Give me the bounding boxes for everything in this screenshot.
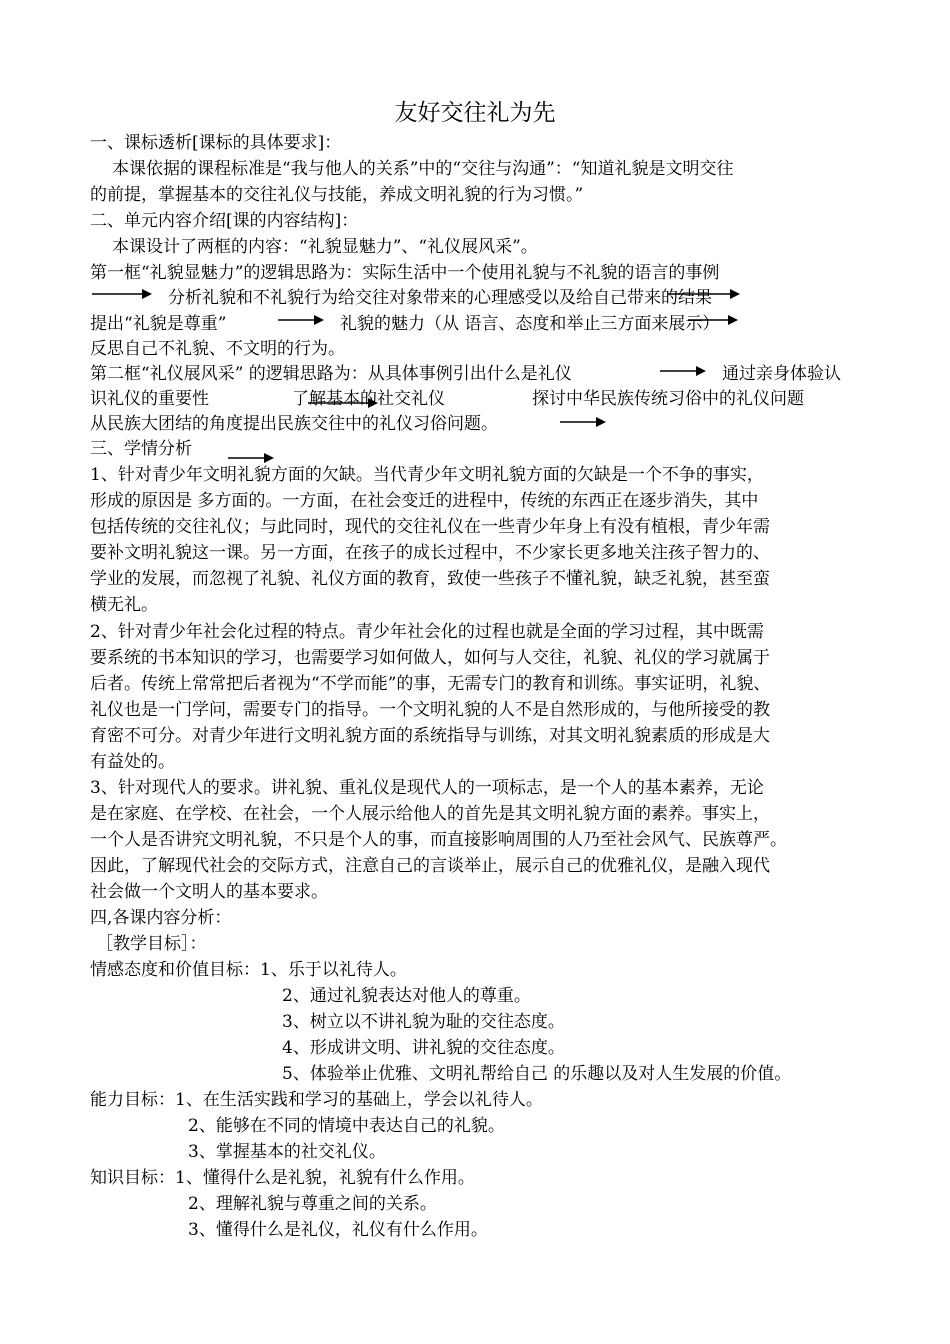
goal-line: 2、能够在不同的情境中表达自己的礼貌。 [188, 1116, 505, 1136]
paragraph-line: 本课依据的课程标准是“我与他人的关系”中的“交往与沟通”：“知道礼貌是文明交往 [112, 159, 734, 179]
paragraph-line: 要补文明礼貌这一课。另一方面，在孩子的成长过程中，不少家长更多地关注孩子智力的、 [90, 543, 770, 563]
paragraph-line: 是在家庭、在学校、在社会，一个人展示给他人的首先是其文明礼貌方面的素养。事实上， [90, 804, 770, 824]
paragraph-line: 学业的发展，而忽视了礼貌、礼仪方面的教育，致使一些孩子不懂礼貌，缺乏礼貌，甚至蛮 [90, 569, 770, 589]
paragraph-line: 后者。传统上常常把后者视为“不学而能”的事，无需专门的教育和训练。事实证明，礼貌、 [90, 674, 771, 694]
paragraph-line: 第二框“礼仪展风采” 的逻辑思路为：从具体事例引出什么是礼仪 [90, 364, 572, 384]
document-title: 友好交往礼为先 [394, 100, 556, 126]
goal-line: 3、树立以不讲礼貌为耻的交往态度。 [282, 1012, 565, 1032]
goal-line: 4、形成讲文明、讲礼貌的交往态度。 [282, 1038, 565, 1058]
paragraph-line: 横无礼。 [90, 595, 158, 615]
paragraph-line: 1、针对青少年文明礼貌方面的欠缺。当代青少年文明礼貌方面的欠缺是一个不争的事实， [90, 465, 764, 485]
paragraph-line: 识礼仪的重要性 [90, 389, 209, 409]
section-heading-curriculum: 一、课标透析[课标的具体要求]： [90, 133, 342, 153]
flow-arrow-icon [278, 314, 324, 326]
flow-arrow-icon [688, 314, 738, 326]
paragraph-line: 形成的原因是 多方面的。一方面，在社会变迁的进程中，传统的东西正在逐步消失，其中 [90, 491, 759, 511]
paragraph-line: 3、针对现代人的要求。讲礼貌、重礼仪是现代人的一项标志，是一个人的基本素养，无论 [90, 778, 764, 798]
paragraph-line: 分析礼貌和不礼貌行为给交往对象带来的心理感受以及给自己带来的结果 [168, 288, 712, 308]
goal-line: 2、理解礼貌与尊重之间的关系。 [188, 1194, 437, 1214]
paragraph-line: 礼貌的魅力（从 语言、态度和举止三方面来展示） [340, 314, 720, 334]
flow-arrow-icon [560, 416, 606, 428]
section-heading-unit-content: 二、单元内容介绍[课的内容结构]： [90, 211, 359, 231]
paragraph-line: 一个人是否讲究文明礼貌，不只是个人的事，而直接影响周围的人乃至社会风气、民族尊严。 [90, 830, 787, 850]
flow-arrow-icon [660, 365, 706, 377]
paragraph-line: 第一框“礼貌显魅力”的逻辑思路为：实际生活中一个使用礼貌与不礼貌的语言的事例 [90, 263, 720, 283]
paragraph-line: 包括传统的交往礼仪；与此同时，现代的交往礼仪在一些青少年身上有没有植根，青少年需 [90, 517, 770, 537]
paragraph-line: 有益处的。 [90, 752, 175, 772]
paragraph-line: 礼仪也是一门学问，需要专门的指导。一个文明礼貌的人不是自然形成的，与他所接受的教 [90, 700, 770, 720]
flow-arrow-icon [668, 288, 740, 300]
paragraph-line: 通过亲身体验认 [722, 364, 841, 384]
goal-line: 3、掌握基本的社交礼仪。 [188, 1142, 386, 1162]
goal-line: 2、通过礼貌表达对他人的尊重。 [282, 986, 531, 1006]
paragraph-line: 要系统的书本知识的学习，也需要学习如何做人，如何与人交往，礼貌、礼仪的学习就属于 [90, 648, 770, 668]
goal-line: 情感态度和价值目标：1、乐于以礼待人。 [90, 960, 407, 980]
paragraph-line: 育密不可分。对青少年进行文明礼貌方面的系统指导与训练，对其文明礼貌素质的形成是大 [90, 726, 770, 746]
goal-line: 知识目标：1、懂得什么是礼貌，礼貌有什么作用。 [90, 1168, 475, 1188]
flow-arrow-icon [92, 288, 152, 300]
paragraph-line: 提出“礼貌是尊重” [90, 314, 227, 334]
goal-line: 3、懂得什么是礼仪，礼仪有什么作用。 [188, 1220, 488, 1240]
paragraph-line: 了解基本的社交礼仪 [292, 389, 445, 409]
goal-line: 能力目标：1、在生活实践和学习的基础上，学会以礼待人。 [90, 1090, 543, 1110]
subsection-heading-teaching-goals: ［教学目标］： [96, 934, 207, 954]
goal-line: 5、体验举止优雅、文明礼帮给自己 的乐趣以及对人生发展的价值。 [282, 1064, 792, 1084]
paragraph-line: 从民族大团结的角度提出民族交往中的礼仪习俗问题。 [90, 414, 498, 434]
section-heading-lesson-analysis: 四,各课内容分析： [90, 908, 232, 928]
paragraph-line: 因此，了解现代社会的交际方式，注意自己的言谈举止，展示自己的优雅礼仪，是融入现代 [90, 856, 770, 876]
paragraph-line: 反思自己不礼貌、不文明的行为。 [90, 339, 345, 359]
paragraph-line: 的前提，掌握基本的交往礼仪与技能，养成文明礼貌的行为习惯。” [90, 185, 584, 205]
paragraph-line: 社会做一个文明人的基本要求。 [90, 882, 328, 902]
section-heading-learner-analysis: 三、学情分析 [90, 439, 192, 459]
paragraph-line: 2、针对青少年社会化过程的特点。青少年社会化的过程也就是全面的学习过程，其中既需 [90, 622, 764, 642]
paragraph-line: 探讨中华民族传统习俗中的礼仪问题 [532, 389, 804, 409]
paragraph-line: 本课设计了两框的内容：“礼貌显魅力”、“礼仪展风采”。 [112, 237, 538, 257]
